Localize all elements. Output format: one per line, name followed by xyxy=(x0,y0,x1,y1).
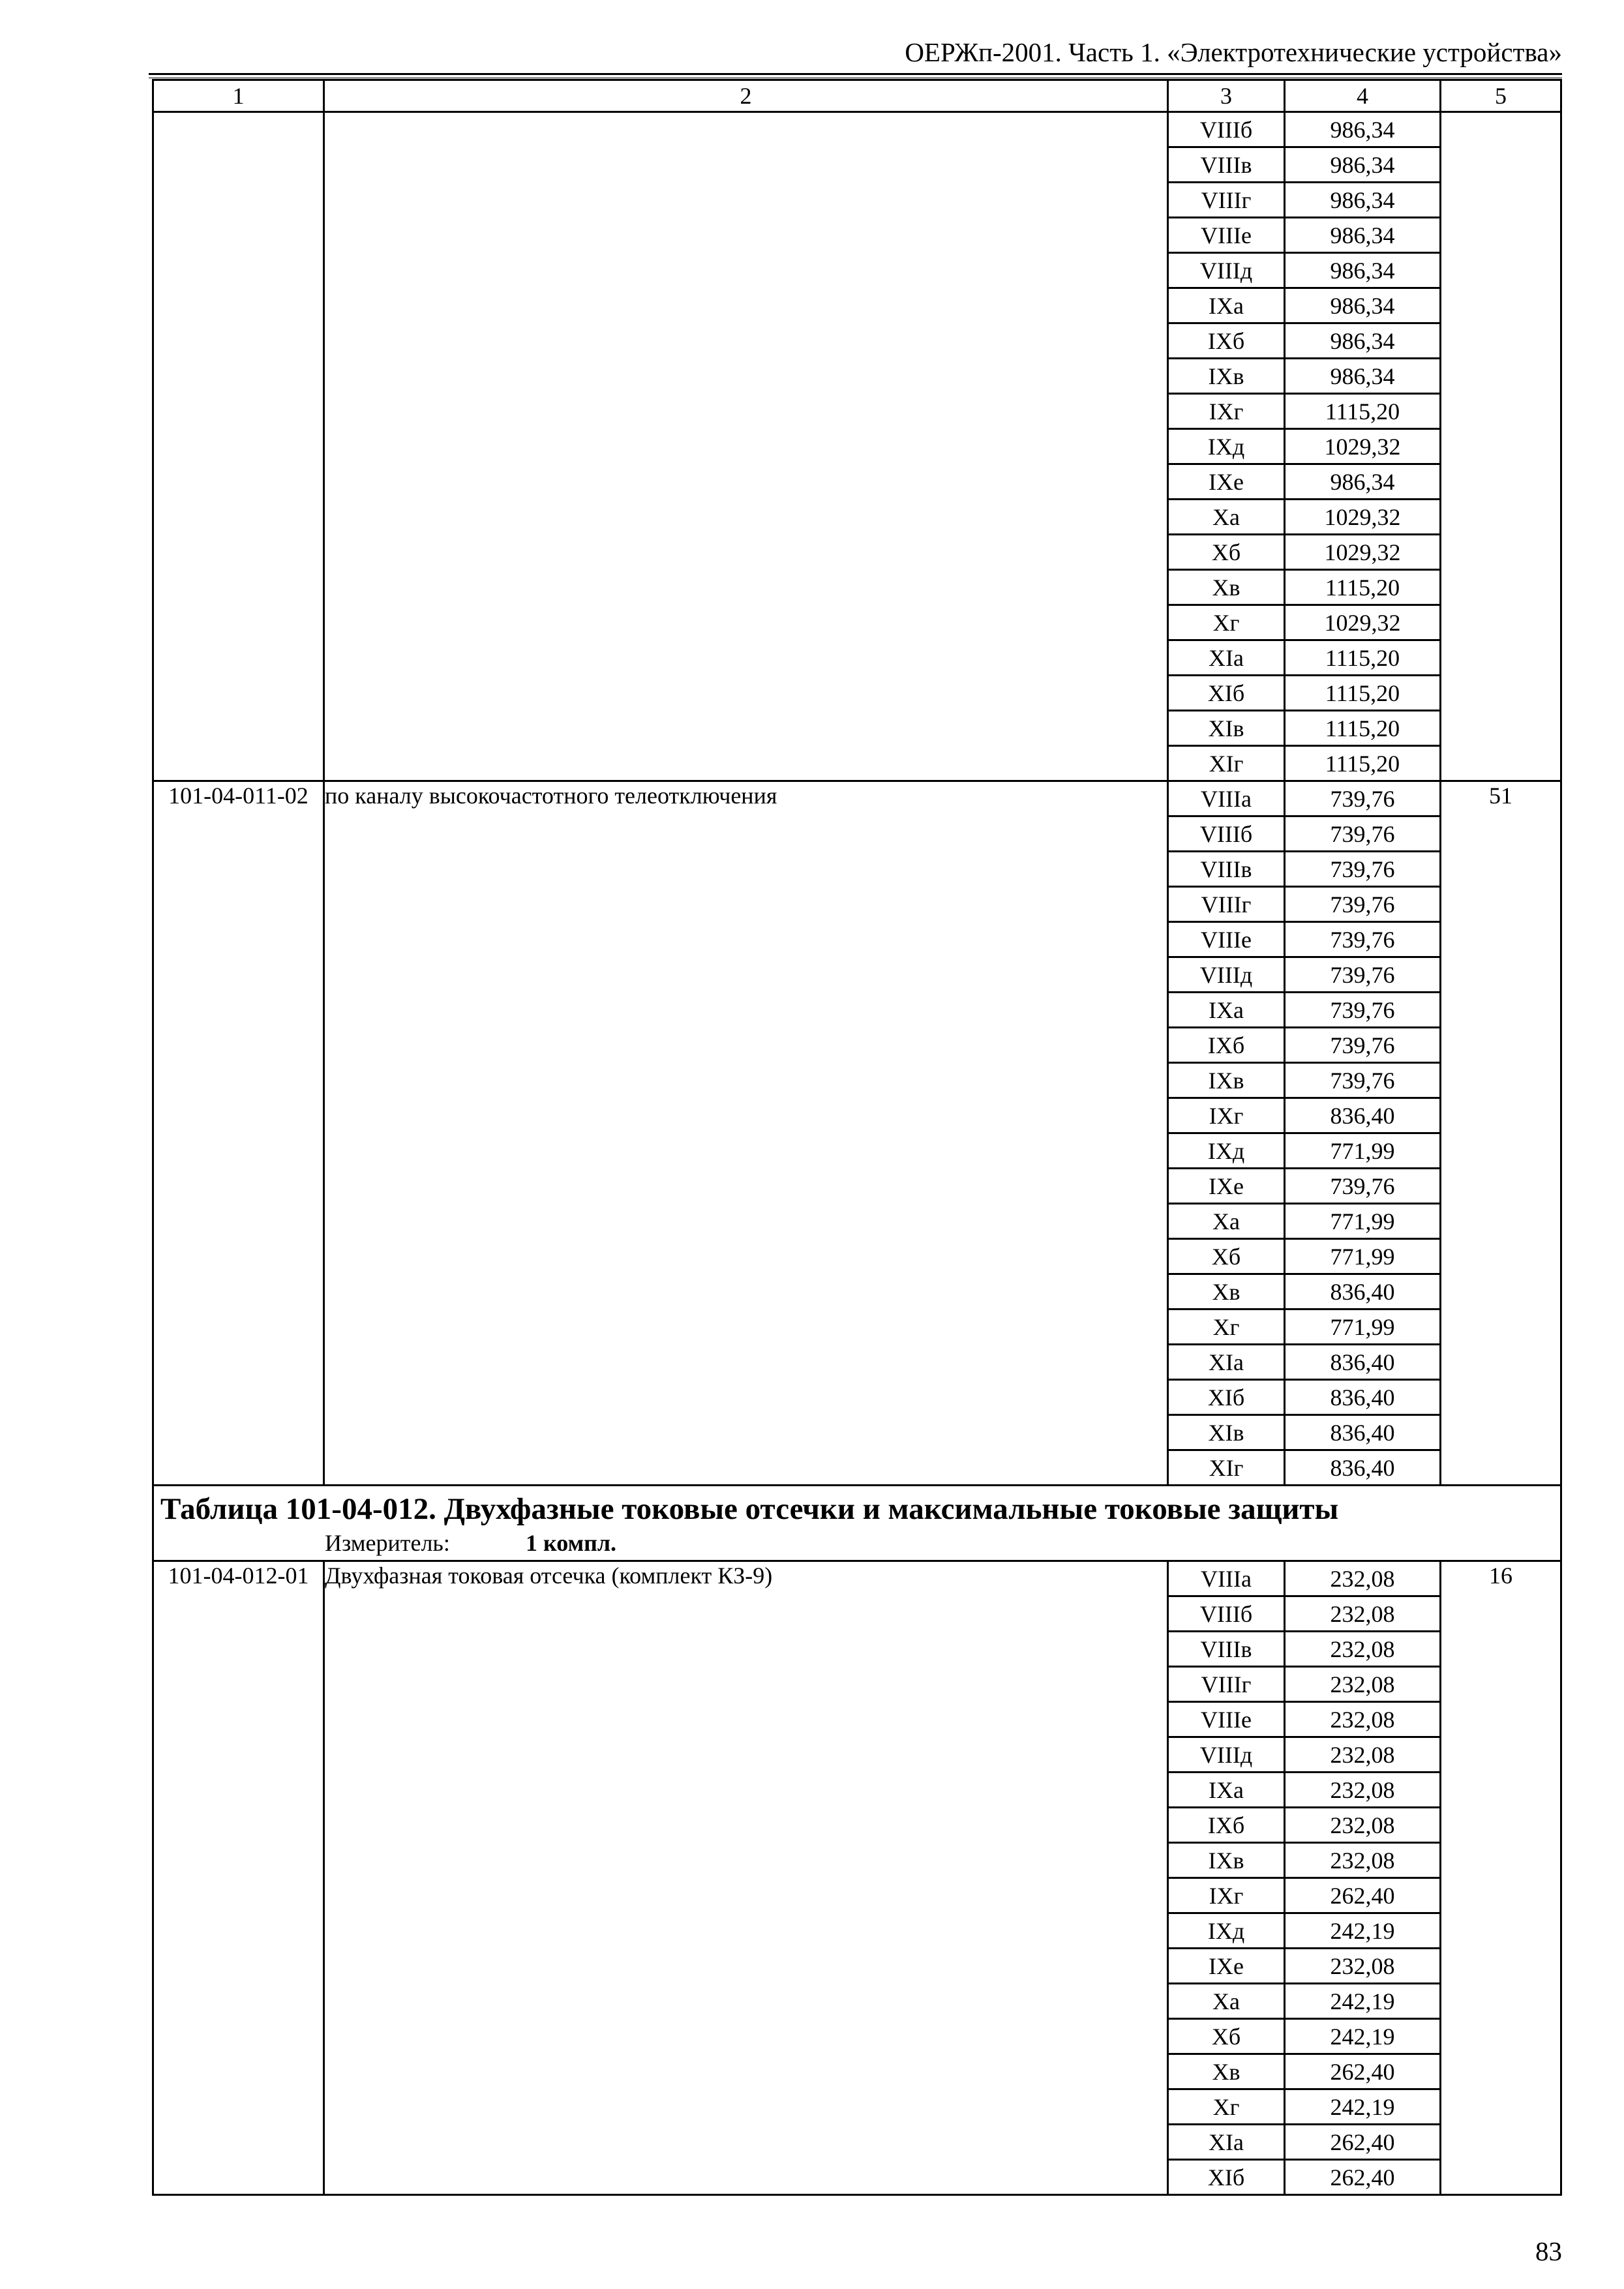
table-row xyxy=(153,781,1561,816)
item-name: по каналу высокочастотного телеотключения xyxy=(324,781,1168,1486)
price-cell: 836,40 xyxy=(1285,1380,1441,1415)
zone-cell: XIа xyxy=(1168,640,1285,676)
price-cell: 771,99 xyxy=(1285,1239,1441,1274)
price-cell: 242,19 xyxy=(1285,1913,1441,1949)
zone-cell: Xв xyxy=(1168,570,1285,605)
zone-cell: VIIIа xyxy=(1168,1561,1285,1596)
zone-cell: XIб xyxy=(1168,676,1285,711)
zone-cell: Xб xyxy=(1168,2019,1285,2054)
price-cell: 1115,20 xyxy=(1285,746,1441,781)
item-code xyxy=(153,112,324,781)
table-row xyxy=(153,1561,1561,1596)
price-cell: 739,76 xyxy=(1285,852,1441,887)
price-cell: 739,76 xyxy=(1285,816,1441,852)
column-number: 3 xyxy=(1168,80,1285,112)
zone-cell: Xб xyxy=(1168,535,1285,570)
zone-cell: IXд xyxy=(1168,1133,1285,1169)
price-cell: 836,40 xyxy=(1285,1274,1441,1309)
zone-cell: VIIIв xyxy=(1168,852,1285,887)
zone-cell: IXе xyxy=(1168,1949,1285,1984)
zone-cell: IXд xyxy=(1168,1913,1285,1949)
zone-cell: VIIIб xyxy=(1168,112,1285,147)
zone-cell: XIб xyxy=(1168,2160,1285,2195)
zone-cell: IXа xyxy=(1168,1773,1285,1808)
zone-cell: Xв xyxy=(1168,2054,1285,2089)
price-cell: 262,40 xyxy=(1285,2054,1441,2089)
price-cell: 836,40 xyxy=(1285,1345,1441,1380)
item-name: Двухфазная токовая отсечка (комплект КЗ-9) xyxy=(324,1561,1168,2195)
price-cell: 232,08 xyxy=(1285,1632,1441,1667)
item-name xyxy=(324,112,1168,781)
meter-line xyxy=(154,1527,1560,1556)
table-row xyxy=(153,112,1561,147)
price-cell: 986,34 xyxy=(1285,218,1441,253)
price-cell: 232,08 xyxy=(1285,1667,1441,1702)
zone-cell: IXе xyxy=(1168,464,1285,500)
price-cell: 836,40 xyxy=(1285,1450,1441,1486)
zone-cell: IXг xyxy=(1168,1878,1285,1913)
zone-cell: Xг xyxy=(1168,1309,1285,1345)
zone-cell: VIIIд xyxy=(1168,957,1285,993)
price-cell: 836,40 xyxy=(1285,1415,1441,1450)
price-cell: 836,40 xyxy=(1285,1098,1441,1133)
zone-cell: XIв xyxy=(1168,711,1285,746)
column-number: 4 xyxy=(1285,80,1441,112)
price-cell: 739,76 xyxy=(1285,1063,1441,1098)
running-header: ОЕРЖп-2001. Часть 1. «Электротехнические устройства» xyxy=(905,37,1562,67)
price-cell: 986,34 xyxy=(1285,359,1441,394)
zone-cell: VIIIе xyxy=(1168,218,1285,253)
price-cell: 986,34 xyxy=(1285,183,1441,218)
price-cell: 986,34 xyxy=(1285,253,1441,288)
quantity-cell xyxy=(1441,112,1561,781)
price-cell: 986,34 xyxy=(1285,288,1441,323)
zone-cell: Xб xyxy=(1168,1239,1285,1274)
zone-cell: Xа xyxy=(1168,1204,1285,1239)
zone-cell: XIг xyxy=(1168,746,1285,781)
zone-cell: XIг xyxy=(1168,1450,1285,1486)
price-cell: 739,76 xyxy=(1285,922,1441,957)
zone-cell: Xг xyxy=(1168,605,1285,640)
price-cell: 232,08 xyxy=(1285,1843,1441,1878)
price-cell: 771,99 xyxy=(1285,1309,1441,1345)
zone-cell: IXг xyxy=(1168,394,1285,429)
price-cell: 232,08 xyxy=(1285,1596,1441,1632)
price-cell: 232,08 xyxy=(1285,1808,1441,1843)
zone-cell: IXв xyxy=(1168,359,1285,394)
zone-cell: VIIIг xyxy=(1168,183,1285,218)
price-cell: 1115,20 xyxy=(1285,711,1441,746)
zone-cell: Xа xyxy=(1168,1984,1285,2019)
column-number: 2 xyxy=(324,80,1168,112)
zone-cell: IXб xyxy=(1168,323,1285,359)
zone-cell: VIIIг xyxy=(1168,1667,1285,1702)
price-cell: 739,76 xyxy=(1285,1028,1441,1063)
price-cell: 242,19 xyxy=(1285,2019,1441,2054)
zone-cell: IXд xyxy=(1168,429,1285,464)
zone-cell: VIIIа xyxy=(1168,781,1285,816)
price-cell: 262,40 xyxy=(1285,2125,1441,2160)
zone-cell: VIIIв xyxy=(1168,147,1285,183)
section-header xyxy=(153,1486,1561,1561)
price-cell: 232,08 xyxy=(1285,1702,1441,1737)
column-number: 1 xyxy=(153,80,324,112)
price-cell: 1115,20 xyxy=(1285,676,1441,711)
item-code: 101-04-011-02 xyxy=(153,781,324,1486)
zone-cell: IXв xyxy=(1168,1063,1285,1098)
zone-cell: IXа xyxy=(1168,993,1285,1028)
column-number: 5 xyxy=(1441,80,1561,112)
price-cell: 986,34 xyxy=(1285,323,1441,359)
price-cell: 739,76 xyxy=(1285,887,1441,922)
price-cell: 242,19 xyxy=(1285,1984,1441,2019)
zone-cell: IXб xyxy=(1168,1808,1285,1843)
item-code: 101-04-012-01 xyxy=(153,1561,324,2195)
zone-cell: Xв xyxy=(1168,1274,1285,1309)
quantity-cell: 51 xyxy=(1441,781,1561,1486)
price-cell: 739,76 xyxy=(1285,781,1441,816)
zone-cell: IXв xyxy=(1168,1843,1285,1878)
price-cell: 1115,20 xyxy=(1285,394,1441,429)
zone-cell: IXг xyxy=(1168,1098,1285,1133)
zone-cell: IXа xyxy=(1168,288,1285,323)
meter-label: Измеритель: xyxy=(325,1530,450,1556)
section-header-row xyxy=(153,1486,1561,1561)
zone-cell: VIIIд xyxy=(1168,1737,1285,1773)
price-cell: 1029,32 xyxy=(1285,500,1441,535)
zone-cell: XIв xyxy=(1168,1415,1285,1450)
zone-cell: VIIIб xyxy=(1168,816,1285,852)
header-rule xyxy=(149,73,1562,75)
zone-cell: VIIIб xyxy=(1168,1596,1285,1632)
price-cell: 739,76 xyxy=(1285,1169,1441,1204)
price-cell: 232,08 xyxy=(1285,1949,1441,1984)
price-cell: 1029,32 xyxy=(1285,535,1441,570)
zone-cell: XIа xyxy=(1168,2125,1285,2160)
price-cell: 986,34 xyxy=(1285,112,1441,147)
price-cell: 242,19 xyxy=(1285,2089,1441,2125)
price-cell: 232,08 xyxy=(1285,1737,1441,1773)
price-cell: 739,76 xyxy=(1285,993,1441,1028)
price-cell: 232,08 xyxy=(1285,1561,1441,1596)
price-cell: 232,08 xyxy=(1285,1773,1441,1808)
price-cell: 771,99 xyxy=(1285,1133,1441,1169)
zone-cell: VIIIд xyxy=(1168,253,1285,288)
price-cell: 1029,32 xyxy=(1285,429,1441,464)
price-cell: 739,76 xyxy=(1285,957,1441,993)
zone-cell: VIIIв xyxy=(1168,1632,1285,1667)
zone-cell: VIIIе xyxy=(1168,922,1285,957)
section-title: Таблица 101-04-012. Двухфазные токовые отсечки и максимальные токовые защиты xyxy=(160,1492,1339,1526)
zone-cell: XIа xyxy=(1168,1345,1285,1380)
zone-cell: IXе xyxy=(1168,1169,1285,1204)
price-cell: 771,99 xyxy=(1285,1204,1441,1239)
zone-cell: IXб xyxy=(1168,1028,1285,1063)
price-cell: 262,40 xyxy=(1285,2160,1441,2195)
column-number-row xyxy=(153,80,1561,112)
price-cell: 1029,32 xyxy=(1285,605,1441,640)
price-cell: 1115,20 xyxy=(1285,570,1441,605)
page-number: 83 xyxy=(1535,2236,1562,2266)
quantity-cell: 16 xyxy=(1441,1561,1561,2195)
zone-cell: VIIIе xyxy=(1168,1702,1285,1737)
price-cell: 986,34 xyxy=(1285,464,1441,500)
price-cell: 262,40 xyxy=(1285,1878,1441,1913)
zone-cell: XIб xyxy=(1168,1380,1285,1415)
zone-cell: VIIIг xyxy=(1168,887,1285,922)
price-cell: 1115,20 xyxy=(1285,640,1441,676)
price-table xyxy=(152,79,1562,2196)
zone-cell: Xа xyxy=(1168,500,1285,535)
price-cell: 986,34 xyxy=(1285,147,1441,183)
meter-value: 1 компл. xyxy=(526,1530,617,1556)
zone-cell: Xг xyxy=(1168,2089,1285,2125)
